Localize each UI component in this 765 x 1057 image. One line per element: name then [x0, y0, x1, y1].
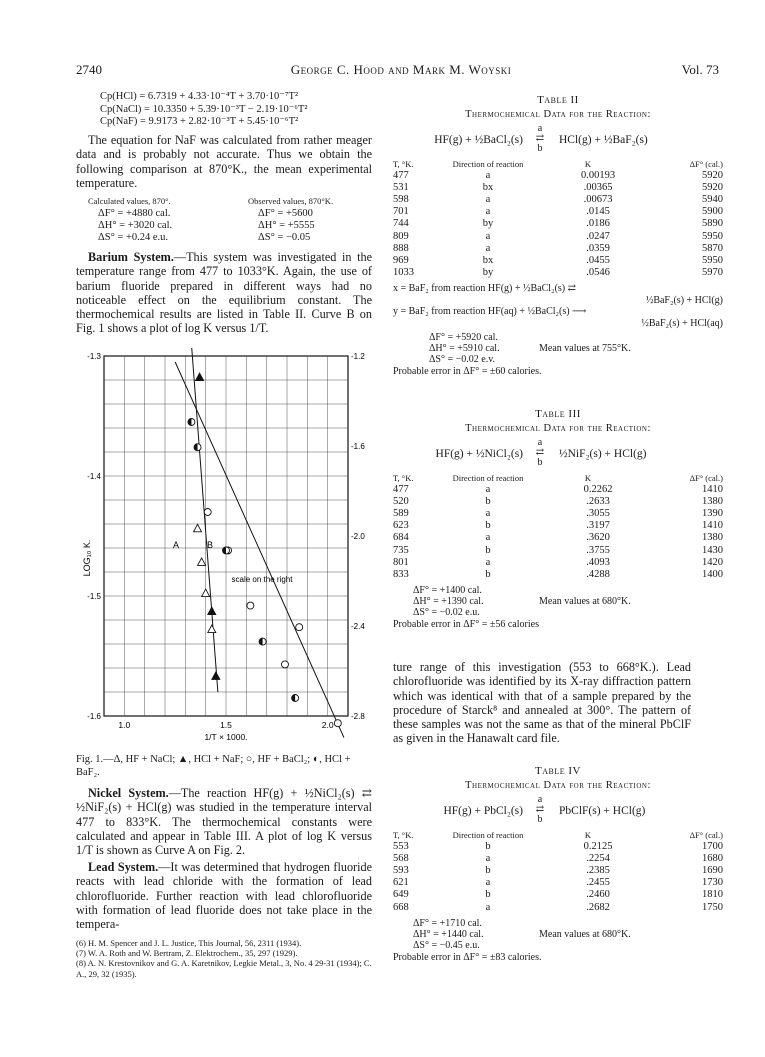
page-header: [76, 62, 719, 78]
table-row: [393, 889, 723, 901]
y-tick-label-right: -2.4: [351, 622, 365, 631]
table-cell: .00365: [583, 181, 613, 193]
table-cell: 649: [393, 889, 409, 901]
y-tick-label-left: -1.5: [87, 592, 101, 601]
table-cell: 1390: [702, 507, 723, 519]
figure-caption: Fig. 1.—Δ, HF + NaCl; ▲, HCl + NaF; ○, HF + BaCl₂; ◐, HCl + BaF₂.: [76, 754, 351, 778]
table-row: [393, 194, 723, 206]
chart-grid: [104, 356, 348, 716]
table-cell: a: [485, 532, 491, 544]
table-cell: 684: [393, 532, 409, 544]
table-row: [393, 557, 723, 569]
table-4-summary: ΔF° = +1710 cal. ΔH° = +1440 cal. ΔS° = −0.45 e.u. Mean values at 680°K.: [413, 917, 631, 951]
table-row: [393, 255, 723, 267]
table-cell: 809: [393, 230, 409, 242]
table-cell: 568: [393, 852, 409, 864]
table-cell: 477: [393, 169, 409, 181]
table-2-summary: ΔF° = +5920 cal. ΔH° = +5910 cal. ΔS° = −0.02 e.v. Mean values at 755°K.: [429, 332, 631, 366]
table-cell: 520: [393, 495, 409, 507]
table-cell: b: [485, 520, 491, 532]
table-row: [393, 182, 723, 194]
table-cell: a: [485, 193, 491, 205]
table-cell: 701: [393, 206, 409, 218]
table-cell: 1680: [702, 852, 723, 864]
filled-triangle-point: [208, 607, 216, 615]
table-row: [393, 865, 723, 877]
table-cell: 1700: [702, 840, 723, 852]
table-cell: a: [485, 483, 491, 495]
table-cell: 1420: [702, 556, 723, 568]
table-cell: 0.2262: [583, 483, 613, 495]
table-3-label: Table III: [535, 408, 581, 420]
table-row: [393, 496, 723, 508]
y-tick-label-left: -1.6: [87, 712, 101, 721]
cp-naf: Cp(NaF) = 9.9173 + 2.82·10⁻³T + 5.45·10⁻⁶T²: [100, 116, 299, 127]
table-4: [393, 765, 723, 964]
table-cell: .00673: [583, 193, 613, 205]
table-cell: .2682: [586, 901, 610, 913]
table-cell: 621: [393, 877, 409, 889]
obs-values: ΔF° = +5600 ΔH° = +5555 ΔS° = −0.05: [258, 208, 315, 243]
table-cell: b: [485, 864, 491, 876]
table-2: [393, 94, 723, 379]
open-triangle-point: [202, 589, 210, 597]
table-2-title: Thermochemical Data for the Reaction:: [465, 109, 651, 120]
table-3-error: Probable error in ΔF° = ±56 calories: [393, 619, 539, 631]
table-cell: 1410: [702, 520, 723, 532]
footnote-7: (7) W. A. Roth and W. Bertram, Z. Elektrochem., 35, 297 (1929).: [76, 948, 298, 959]
table-cell: .2254: [586, 852, 610, 864]
table-row: [393, 841, 723, 853]
table-cell: .2455: [586, 877, 610, 889]
table-cell: 1033: [393, 267, 414, 279]
fit-line-b: [175, 362, 344, 738]
chart-ticks: [87, 352, 365, 730]
table-cell: .3055: [586, 507, 610, 519]
table-cell: a: [485, 556, 491, 568]
table-row: [393, 206, 723, 218]
open-triangle-point: [194, 524, 202, 532]
table-cell: 553: [393, 840, 409, 852]
table-cell: bx: [482, 254, 494, 266]
open-triangle-point: [208, 625, 216, 633]
table-cell: 668: [393, 901, 409, 913]
y-axis-label: LOG₁₀ K.: [82, 539, 92, 577]
table-cell: .2460: [586, 889, 610, 901]
y-tick-label-left: -1.4: [87, 472, 101, 481]
table-cell: 5900: [702, 206, 723, 218]
x-tick-label: 2.0: [321, 720, 334, 730]
lead-heading: Lead System.: [88, 860, 159, 874]
chart-fit-lines: [175, 348, 344, 738]
table-cell: a: [485, 206, 491, 218]
table-cell: .2385: [586, 864, 610, 876]
table-cell: 833: [393, 568, 409, 580]
table-cell: 5950: [702, 254, 723, 266]
table-cell: .0247: [586, 230, 610, 242]
table-3-reaction: HF(g) + ½NiCl₂(s) a ⇄ b ½NiF₂(s) + HCl(g): [435, 437, 647, 468]
equilibrium-arrow: a ⇄ b: [535, 437, 545, 468]
table-cell: .2633: [586, 495, 610, 507]
table-3-title: Thermochemical Data for the Reaction:: [465, 423, 651, 434]
cp-hcl: Cp(HCl) = 6.7319 + 4.33·10⁻⁴T + 3.70·10⁻⁷T²: [100, 91, 299, 102]
table-cell: 1380: [702, 532, 723, 544]
table-row: [393, 231, 723, 243]
table-2-error: Probable error in ΔF° = ±60 calories.: [393, 366, 542, 378]
filled-triangle-point: [196, 373, 204, 381]
table-row: [393, 532, 723, 544]
table-cell: 744: [393, 218, 409, 230]
table-cell: 1380: [702, 495, 723, 507]
table-cell: 5970: [702, 267, 723, 279]
footnote-6: (6) H. M. Spencer and J. L. Justice, This Journal, 56, 2311 (1934).: [76, 938, 302, 948]
table-cell: 735: [393, 544, 409, 556]
table-cell: .3197: [586, 520, 610, 532]
table-cell: bx: [482, 181, 494, 193]
page-number: 2740: [76, 62, 102, 77]
table-cell: .0145: [586, 206, 610, 218]
y-tick-label-right: -2.8: [351, 712, 365, 721]
table-cell: 1400: [702, 568, 723, 580]
figure-1-chart: [76, 348, 374, 746]
heat-capacity-equations: [100, 91, 400, 129]
x-axis-label: 1/T × 1000.: [204, 732, 248, 742]
table-cell: .4093: [586, 556, 610, 568]
filled-triangle-point: [212, 672, 220, 680]
table-row: [393, 853, 723, 865]
fit-line-a: [191, 348, 217, 692]
equilibrium-arrow: a ⇄ b: [535, 794, 545, 825]
lead-continued-paragraph: ture range of this investigation (553 to 668°K.). Lead chlorofluoride was identified by its X-ray diffraction pattern which was identical with that of a sample prepared by the procedure of Starck⁸ and annealed at 300°. The pattern of these samples was not the same as that of the mineral PbClF as given in the Hanawalt card file.: [393, 660, 691, 746]
table-cell: a: [485, 901, 491, 913]
table-4-error: Probable error in ΔF° = ±83 calories.: [393, 951, 542, 963]
table-4-reaction: HF(g) + PbCl₂(s) a ⇄ b PbClF(s) + HCl(g): [443, 794, 646, 825]
table-cell: 969: [393, 254, 409, 266]
table-cell: a: [485, 877, 491, 889]
table-cell: a: [485, 852, 491, 864]
table-2-data: T, °K. Direction of reaction K ΔF° (cal.) 477 a 0.00193 5920 531 bx .00365 5920 598 a .00673 5940 701 a .0145 5900 744 by .0186 5890 809 a .0247 5950 888 a .0359 5870 969 bx .0455 5950 1033 by .0546 5970: [393, 159, 723, 279]
table-cell: 593: [393, 864, 409, 876]
cp-nacl: Cp(NaCl) = 10.3350 + 5.39·10⁻³T − 2.19·10⁻⁶T²: [100, 103, 308, 115]
table-cell: by: [482, 267, 494, 279]
table-2-notes: x = BaF₂ from reaction HF(g) + ½BaCl₂(s) ⇄ ½BaF₂(s) + HCl(g) y = BaF₂ from reaction HF(aq) + ½BaCl₂(s) ⟶ ½BaF₂(s) + HCl(aq): [393, 283, 723, 329]
table-3: [393, 408, 723, 632]
open-triangle-point: [198, 558, 206, 566]
naf-paragraph: The equation for NaF was calculated from rather meager data and is probably not accurate. Thus we obtain the following comparison at 870°K., the mean experimental temperature.: [76, 133, 372, 190]
scale-annotation: scale on the right: [231, 575, 293, 584]
table-cell: by: [482, 218, 494, 230]
table-cell: 801: [393, 556, 409, 568]
footnotes: [76, 938, 376, 979]
table-2-reaction: HF(g) + ½BaCl₂(s) a ⇄ b HCl(g) + ½BaF₂(s): [434, 123, 648, 154]
table-cell: .0546: [586, 267, 610, 279]
y-tick-label-right: -1.2: [351, 352, 365, 361]
open-circle-point: [334, 720, 341, 727]
running-authors: George C. Hood and Mark M. Woyski: [290, 62, 512, 77]
table-4-label: Table IV: [535, 765, 581, 777]
table-cell: 1690: [702, 864, 723, 876]
table-row: [393, 218, 723, 230]
table-row: [393, 877, 723, 889]
open-circle-point: [247, 602, 254, 609]
table-cell: 477: [393, 483, 409, 495]
y-tick-label-right: -2.0: [351, 532, 365, 541]
table-cell: b: [485, 544, 491, 556]
barium-heading: Barium System.: [88, 250, 174, 264]
open-circle-point: [281, 661, 288, 668]
lead-paragraph: Lead System.—It was determined that hydrogen fluoride reacts with lead chloride with the formation of lead chlorofluoride. Further reaction with lead chlorofluoride with formation of lead fluoride does not take place in the tempera-: [76, 860, 372, 932]
table-row: [393, 569, 723, 581]
table-2-label: Table II: [537, 94, 579, 106]
nickel-heading: Nickel System.: [88, 786, 169, 800]
calc-values: ΔF° = +4880 cal. ΔH° = +3020 cal. ΔS° = +0.24 e.u.: [98, 208, 173, 243]
table-3-summary: ΔF° = +1400 cal. ΔH° = +1390 cal. ΔS° = −0.02 e.u. Mean values at 680°K.: [413, 585, 631, 619]
table-row: [393, 484, 723, 496]
curve-label-b: B: [207, 540, 214, 550]
y-tick-label-right: -1.6: [351, 442, 365, 451]
nickel-paragraph: Nickel System.—The reaction HF(g) + ½NiCl₂(s) ⇄ ½NiF₂(s) + HCl(g) was studied in the temperature interval 477 to 833°K. The thermochemical constants were calculated and appear in Table III. A plot of log K versus 1/T is shown as Curve A on Fig. 2.: [76, 786, 373, 858]
obs-header: Observed values, 870°K.: [248, 196, 334, 206]
table-cell: 5920: [702, 169, 723, 181]
open-circle-point: [204, 509, 211, 516]
table-cell: .3755: [586, 544, 610, 556]
table-cell: 0.2125: [583, 840, 613, 852]
table-cell: 5890: [702, 218, 723, 230]
table-cell: 623: [393, 520, 409, 532]
table-cell: 531: [393, 181, 409, 193]
table-cell: 1810: [702, 889, 723, 901]
table-cell: 5940: [702, 193, 723, 205]
table-4-title: Thermochemical Data for the Reaction:: [465, 780, 651, 791]
table-cell: b: [485, 568, 491, 580]
open-circle-point: [296, 624, 303, 631]
table-cell: b: [485, 495, 491, 507]
table-row: [393, 170, 723, 182]
table-cell: 1750: [702, 901, 723, 913]
table-cell: .4288: [586, 568, 610, 580]
table-cell: 888: [393, 242, 409, 254]
table-cell: .0359: [586, 242, 610, 254]
barium-paragraph: Barium System.—This system was investigated in the temperature range from 477 to 1033°K. Again, the use of barium fluoride prepared in different ways had no noticeable effect on the equilibrium constant. The thermochemical results are listed in Table II. Curve B on Fig. 1 shows a plot of log K versus 1/T.: [76, 250, 372, 336]
table-cell: 5870: [702, 242, 723, 254]
table-cell: 5950: [702, 230, 723, 242]
table-row: [393, 545, 723, 557]
table-cell: .3620: [586, 532, 610, 544]
table-cell: .0455: [586, 254, 610, 266]
volume: Vol. 73: [681, 62, 719, 77]
table-cell: 1730: [702, 877, 723, 889]
table-cell: b: [485, 889, 491, 901]
calc-header: Calculated values, 870°.: [88, 196, 171, 206]
table-cell: a: [485, 230, 491, 242]
table-row: [393, 902, 723, 914]
table-4-data: T, °K. Direction of reaction K ΔF° (cal.) 553 b 0.2125 1700 568 a .2254 1680 593 b .2385 1690 621 a .2455 1730 649 b .2460 1810 668 a .2682 1750: [393, 830, 723, 913]
equilibrium-arrow: a ⇄ b: [535, 123, 545, 154]
x-tick-label: 1.0: [118, 720, 131, 730]
table-cell: 5920: [702, 181, 723, 193]
table-row: [393, 520, 723, 532]
curve-label-a: A: [173, 540, 180, 550]
x-tick-label: 1.5: [220, 720, 232, 730]
table-row: [393, 508, 723, 520]
table-cell: a: [485, 507, 491, 519]
table-cell: 0.00193: [580, 169, 616, 181]
table-3-data: T, °K. Direction of reaction K ΔF° (cal.) 477 a 0.2262 1410 520 b .2633 1380 589 a .3055 1390 623 b .3197 1410 684 a .3620 1380 735 b .3755 1430 801 a .4093 1420 833 b .4288 1400: [393, 473, 723, 580]
table-cell: a: [485, 169, 491, 181]
table-cell: 598: [393, 193, 409, 205]
table-cell: b: [485, 840, 491, 852]
table-cell: 1410: [702, 483, 723, 495]
table-cell: 589: [393, 507, 409, 519]
table-row: [393, 243, 723, 255]
table-cell: a: [485, 242, 491, 254]
footnote-8: (8) A. N. Krestovnikov and G. A. Karetnikov, Legkie Metal., 3, No. 4 29-31 (1934); C. A., 29, 32 (1935).: [76, 958, 372, 979]
y-tick-label-left: -1.3: [87, 352, 101, 361]
table-cell: .0186: [586, 218, 610, 230]
table-cell: 1430: [702, 544, 723, 556]
table-row: [393, 267, 723, 279]
